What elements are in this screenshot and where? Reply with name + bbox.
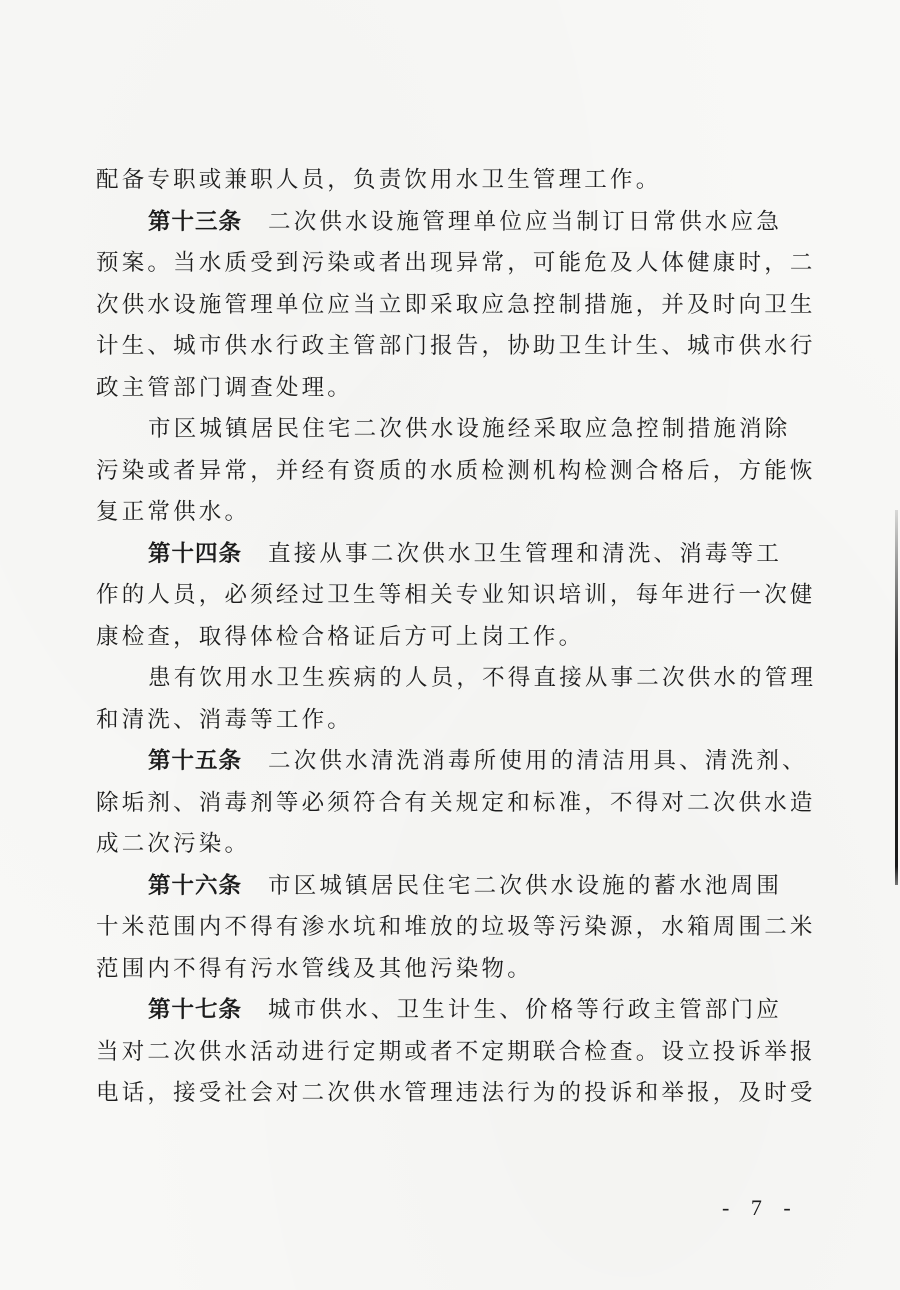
article-13-heading-line xyxy=(96,202,804,244)
text-line xyxy=(96,700,804,742)
line-text: 当对二次供水活动进行定期或者不定期联合检查。设立投诉举报 xyxy=(96,1038,816,1065)
text-line xyxy=(96,1073,816,1115)
line-text: 污染或者异常，并经有资质的水质检测机构检测合格后，方能恢 xyxy=(96,457,816,484)
line-text: 范围内不得有污水管线及其他污染物。 xyxy=(96,955,533,982)
text-line xyxy=(96,326,816,368)
article-number: 第十七条 xyxy=(148,997,243,1023)
article-number: 第十六条 xyxy=(148,872,243,899)
article-number: 第十五条 xyxy=(148,748,243,774)
line-text: 次供水设施管理单位应当立即采取应急控制措施，并及时向卫生 xyxy=(96,291,816,318)
line-text: 政主管部门调查处理。 xyxy=(96,374,354,401)
document-body xyxy=(96,160,817,1115)
line-text: 复正常供水。 xyxy=(96,499,251,525)
article-number: 第十四条 xyxy=(148,540,243,567)
text-line xyxy=(96,907,816,949)
line-text: 直接从事二次供水卫生管理和清洗、消毒等工 xyxy=(268,540,783,567)
line-text: 市区城镇居民住宅二次供水设施的蓄水池周围 xyxy=(268,872,783,899)
text-line xyxy=(96,243,816,285)
line-text: 城市供水、卫生计生、价格等行政主管部门应 xyxy=(268,997,783,1023)
line-text: 二次供水设施管理单位应当制订日常供水应急 xyxy=(268,208,783,235)
line-text: 市区城镇居民住宅二次供水设施经采取应急控制措施消除 xyxy=(148,416,791,442)
line-text: 作的人员，必须经过卫生等相关专业知识培训，每年进行一次健 xyxy=(96,582,816,608)
line-text: 预案。当水质受到污染或者出现异常，可能危及人体健康时，二 xyxy=(96,250,816,276)
line-text: 成二次污染。 xyxy=(96,831,251,857)
text-line xyxy=(96,1032,816,1074)
text-line xyxy=(96,451,816,493)
text-line xyxy=(96,575,816,617)
page-number: - 7 - xyxy=(722,1195,799,1220)
text-line xyxy=(96,160,804,202)
line-text: 二次供水清洗消毒所使用的清洁用具、清洗剂、 xyxy=(268,748,808,774)
line-text: 和清洗、消毒等工作。 xyxy=(96,706,354,733)
line-text: 配备专职或兼职人员，负责饮用水卫生管理工作。 xyxy=(96,167,662,193)
line-text: 患有饮用水卫生疾病的人员，不得直接从事二次供水的管理 xyxy=(148,665,817,691)
article-number: 第十三条 xyxy=(148,208,243,235)
text-line xyxy=(96,492,804,534)
line-text: 电话，接受社会对二次供水管理违法行为的投诉和举报，及时受 xyxy=(96,1080,816,1106)
line-text: 十米范围内不得有渗水坑和堆放的垃圾等污染源，水箱周围二米 xyxy=(96,914,816,940)
scan-edge-shadow xyxy=(895,510,898,885)
article-17-heading-line xyxy=(96,990,804,1032)
text-line xyxy=(96,368,804,410)
article-16-heading-line xyxy=(96,866,804,908)
line-text: 计生、城市供水行政主管部门报告，协助卫生计生、城市供水行 xyxy=(96,333,816,359)
paragraph-start-line xyxy=(96,658,817,700)
text-line xyxy=(96,783,816,825)
line-text: 康检查，取得体检合格证后方可上岗工作。 xyxy=(96,623,585,650)
text-line xyxy=(96,824,804,866)
text-line xyxy=(96,617,804,659)
article-14-heading-line xyxy=(96,534,804,576)
text-line xyxy=(96,285,816,327)
text-line xyxy=(96,949,804,991)
article-15-heading-line xyxy=(96,741,808,783)
line-text: 除垢剂、消毒剂等必须符合有关规定和标准，不得对二次供水造 xyxy=(96,789,816,816)
paragraph-start-line xyxy=(96,409,804,451)
